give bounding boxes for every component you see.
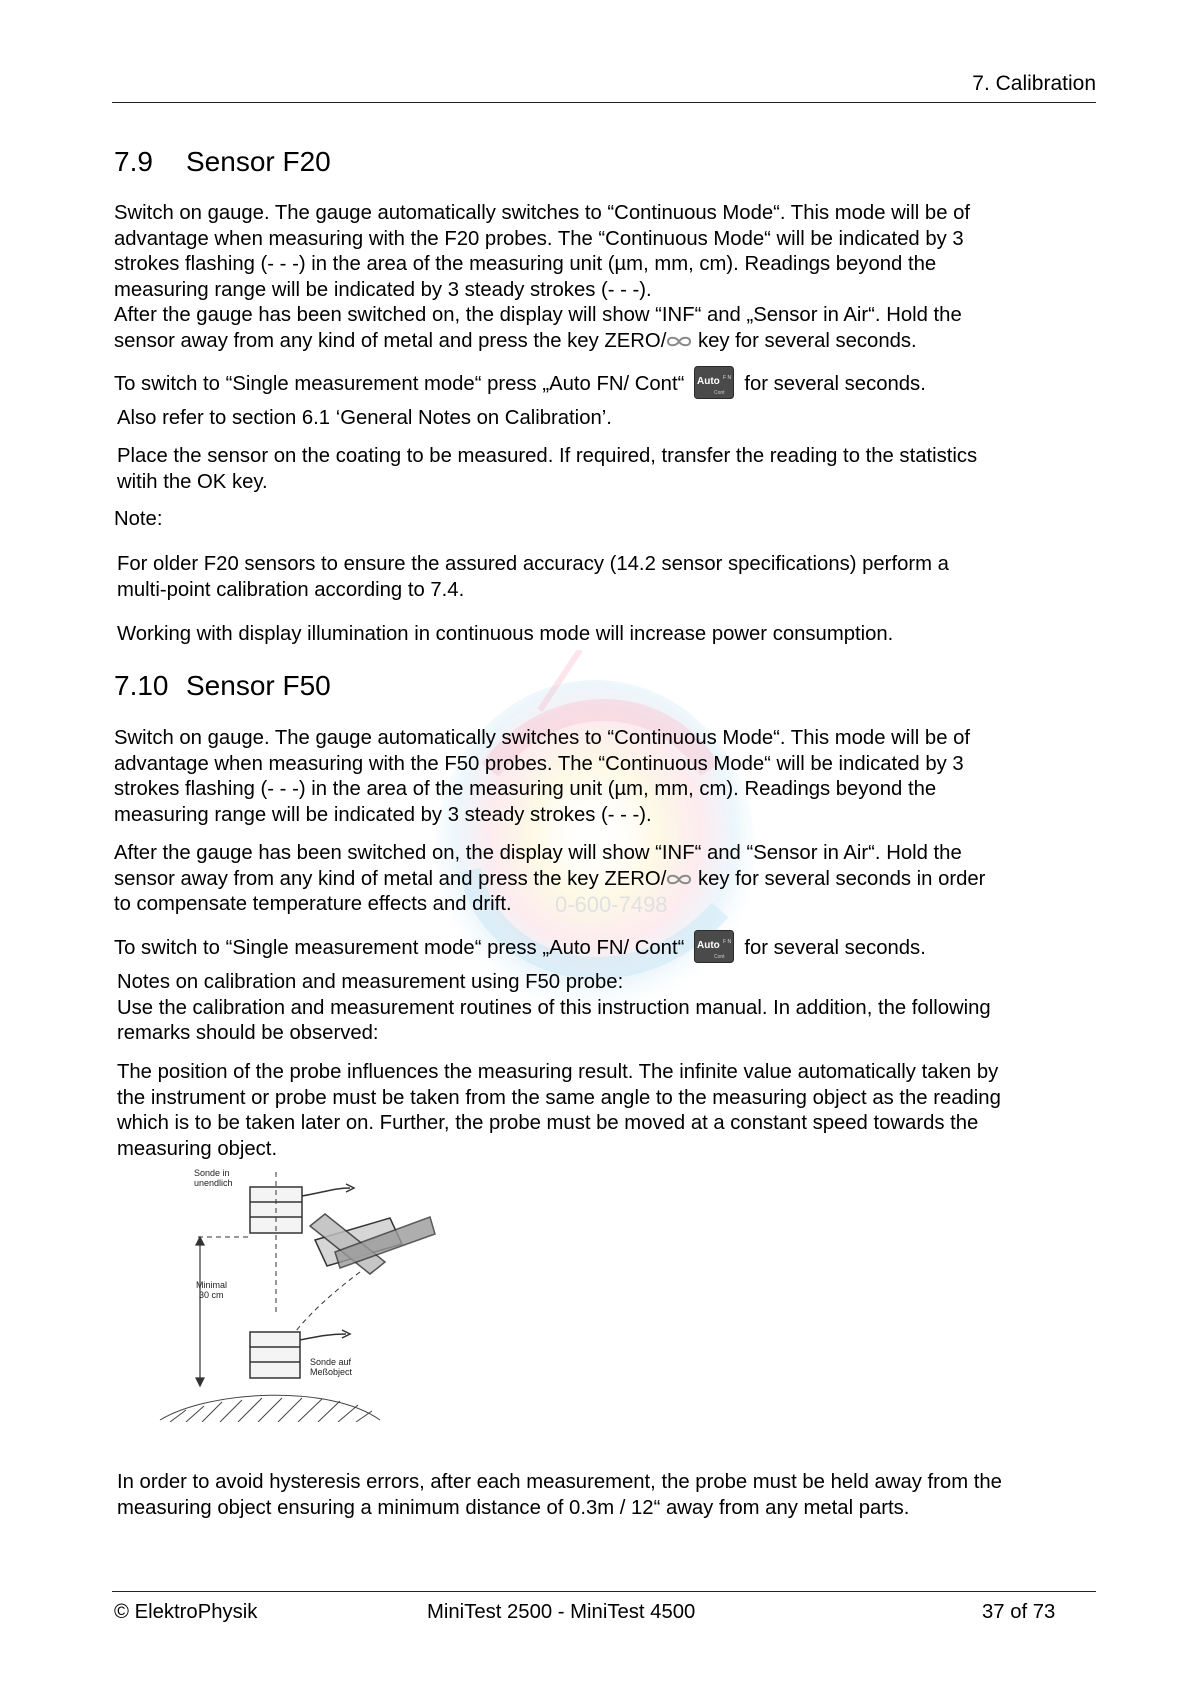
footer-product: MiniTest 2500 - MiniTest 4500 — [427, 1601, 696, 1623]
text-line: Place the sensor on the coating to be measured. If required, transfer the reading to the statistics — [117, 445, 978, 467]
label-probe-in-air: Sonde in — [194, 1168, 230, 1178]
text-line: After the gauge has been switched on, the display will show “INF“ and “Sensor in Air“. Hold the — [114, 842, 962, 864]
footer-copyright: © ElektroPhysik — [114, 1601, 258, 1623]
f20-note2-paragraph — [117, 622, 1107, 648]
infinity-icon — [666, 335, 692, 348]
f20-intro-paragraph — [114, 201, 1104, 355]
text-segment: To switch to “Single measurement mode“ press „Auto FN/ Cont“ — [114, 936, 685, 959]
text-line: Note: — [114, 508, 163, 530]
text-line: The position of the probe influences the measuring result. The infinite value automatically taken by — [117, 1061, 999, 1083]
text-line: measuring object ensuring a minimum distance of 0.3m / 12“ away from any metal parts. — [117, 1496, 910, 1519]
label-30cm: 30 cm — [199, 1290, 224, 1300]
key-fn-label: F N — [723, 939, 732, 945]
text-segment: sensor away from any kind of metal and press the key ZERO/ — [114, 867, 667, 890]
text-segment: sensor away from any kind of metal and press the key ZERO/ — [114, 329, 667, 352]
key-sub-label: Cont — [714, 954, 725, 960]
chapter-title: 7. Calibration — [972, 72, 1096, 95]
auto-fn-cont-key-icon — [694, 930, 734, 963]
text-line — [114, 329, 1104, 355]
text-line: multi-point calibration according to 7.4. — [117, 578, 465, 601]
text-segment: To switch to “Single measurement mode“ press „Auto FN/ Cont“ — [114, 372, 685, 395]
f50-intro-paragraph — [114, 726, 1104, 828]
text-line: After the gauge has been switched on, the display will show “INF“ and „Sensor in Air“. Hold the — [114, 304, 962, 327]
text-line: strokes flashing (- - -) in the area of the measuring unit (µm, mm, cm). Readings beyond the — [114, 778, 937, 801]
infinity-icon — [666, 873, 692, 886]
text-line: Switch on gauge. The gauge automatically switches to “Continuous Mode“. This mode will be of — [114, 727, 971, 749]
f50-notes-paragraph — [117, 970, 1107, 1047]
footer-page-number: 37 of 73 — [982, 1601, 1056, 1623]
text-line: strokes flashing (- - -) in the area of the measuring unit (µm, mm, cm). Readings beyond the — [114, 253, 937, 276]
label-probe-on-object-2: Meßobject — [310, 1367, 353, 1377]
text-segment: for several seconds. — [744, 936, 926, 959]
text-line — [114, 932, 1104, 965]
text-line: Also refer to section 6.1 ‘General Notes on Calibration’. — [117, 407, 612, 429]
label-minimal: Minimal — [196, 1280, 228, 1290]
section-number: 7.9 — [114, 146, 153, 177]
key-label: Auto — [697, 376, 721, 387]
text-line — [114, 867, 1104, 893]
tilted-probes — [310, 1214, 435, 1274]
text-line: advantage when measuring with the F50 probes. The “Continuous Mode“ will be indicated by 3 — [114, 752, 964, 775]
f20-refer-line — [117, 406, 1107, 432]
text-line: Working with display illumination in continuous mode will increase power consumption. — [117, 623, 894, 645]
page-footer — [112, 1591, 1096, 1623]
text-line: the instrument or probe must be taken from the same angle to the measuring object as the reading — [117, 1086, 1001, 1109]
section-title: Sensor F50 — [186, 670, 331, 701]
key-fn-label: F N — [723, 375, 732, 381]
text-segment: key for several seconds in order — [692, 867, 986, 890]
min-distance-dimension — [196, 1237, 204, 1386]
text-line: witih the OK key. — [117, 470, 268, 493]
key-label: Auto — [697, 940, 721, 951]
text-line: measuring object. — [117, 1137, 278, 1160]
text-segment: key for several seconds. — [692, 329, 917, 352]
text-line: For older F20 sensors to ensure the assured accuracy (14.2 sensor specifications) perform a — [117, 553, 949, 575]
section-heading-f50 — [114, 670, 331, 702]
text-segment: for several seconds. — [744, 372, 926, 395]
label-probe-in-air-2: unendlich — [194, 1178, 233, 1188]
text-line: In order to avoid hysteresis errors, after each measurement, the probe must be held away from the — [117, 1471, 1002, 1493]
text-line: measuring range will be indicated by 3 steady strokes (- - -). — [114, 803, 652, 826]
section-title: Sensor F20 — [186, 146, 331, 177]
f20-place-paragraph — [117, 444, 1107, 495]
probe-distance-diagram — [150, 1162, 460, 1422]
text-line: Switch on gauge. The gauge automatically switches to “Continuous Mode“. This mode will be of — [114, 202, 971, 224]
text-line: which is to be taken later on. Further, the probe must be moved at a constant speed towards the — [117, 1112, 979, 1135]
watermark-phone: 0-600-7498 — [555, 892, 668, 917]
key-sub-label: Cont — [714, 390, 725, 396]
text-line: to compensate temperature effects and drift. — [114, 893, 512, 916]
section-heading-f20 — [114, 146, 331, 178]
text-line: Use the calibration and measurement routines of this instruction manual. In addition, the following — [117, 996, 991, 1019]
f50-switch-on-paragraph — [114, 841, 1104, 918]
f20-switch-line — [114, 368, 1104, 401]
f20-note1-paragraph — [117, 552, 1107, 603]
text-line: remarks should be observed: — [117, 1022, 379, 1045]
text-line: Notes on calibration and measurement using F50 probe: — [117, 971, 624, 993]
f50-switch-line — [114, 932, 1104, 965]
f50-position-paragraph — [117, 1060, 1107, 1162]
text-line — [114, 368, 1104, 401]
measuring-object — [160, 1395, 380, 1422]
f50-hysteresis-paragraph — [117, 1470, 1107, 1521]
section-number: 7.10 — [114, 670, 169, 701]
text-line: advantage when measuring with the F20 probes. The “Continuous Mode“ will be indicated by 3 — [114, 227, 964, 250]
text-line: measuring range will be indicated by 3 steady strokes (- - -). — [114, 278, 652, 301]
label-probe-on-object: Sonde auf — [310, 1357, 352, 1367]
page-header — [112, 72, 1096, 103]
auto-fn-cont-key-icon — [694, 366, 734, 399]
note-label — [114, 507, 1104, 533]
